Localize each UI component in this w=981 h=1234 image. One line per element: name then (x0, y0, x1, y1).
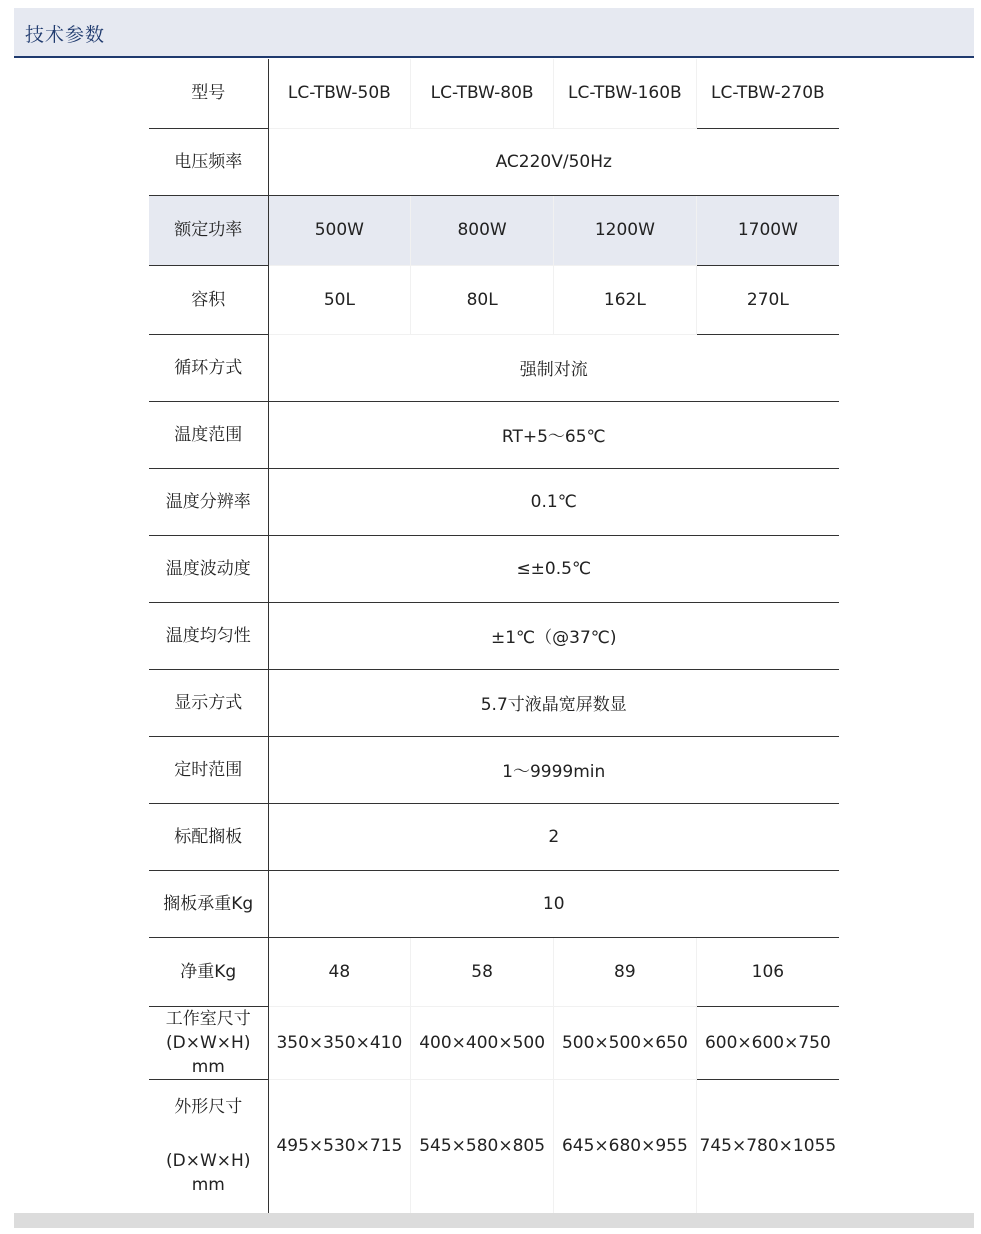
volume-cell: 162L (554, 265, 697, 334)
model-cell: LC-TBW-50B (268, 59, 411, 128)
circulation-value: 强制对流 (268, 334, 839, 401)
shelf-load-value: 10 (268, 870, 839, 937)
volume-cell: 50L (268, 265, 411, 334)
voltage-value: AC220V/50Hz (268, 128, 839, 195)
row-label: 型号 (149, 59, 268, 128)
row-label: 温度波动度 (149, 535, 268, 602)
model-cell: LC-TBW-270B (696, 59, 839, 128)
power-cell: 500W (268, 195, 411, 265)
power-cell: 1200W (554, 195, 697, 265)
table-row-power (149, 195, 839, 265)
row-label: 显示方式 (149, 669, 268, 736)
power-cell: 800W (411, 195, 554, 265)
outer-size-cell: 645×680×955 (554, 1079, 697, 1213)
row-label (149, 1006, 268, 1079)
row-label: 定时范围 (149, 736, 268, 803)
table-row-shelf-load (149, 870, 839, 937)
row-label: 温度均匀性 (149, 602, 268, 669)
model-cell: LC-TBW-160B (554, 59, 697, 128)
table-row-shelves (149, 803, 839, 870)
footer-bar (14, 1213, 974, 1228)
table-row-model (149, 59, 839, 128)
timer-value: 1～9999min (268, 736, 839, 803)
model-cell: LC-TBW-80B (411, 59, 554, 128)
row-label: 标配搁板 (149, 803, 268, 870)
temp-range-value: RT+5～65℃ (268, 401, 839, 468)
chamber-size-cell: 500×500×650 (554, 1006, 697, 1079)
chamber-size-cell: 400×400×500 (411, 1006, 554, 1079)
section-title: 技术参数 (25, 24, 106, 46)
chamber-size-label-line: 工作室尺寸 (165, 1008, 251, 1029)
row-label: 温度分辨率 (149, 468, 268, 535)
temp-fluctuation-value: ≤±0.5℃ (268, 535, 839, 602)
chamber-size-label-line: mm (191, 1056, 225, 1077)
row-label: 额定功率 (149, 195, 268, 265)
outer-size-cell: 545×580×805 (411, 1079, 554, 1213)
chamber-size-cell: 600×600×750 (696, 1006, 839, 1079)
power-cell: 1700W (696, 195, 839, 265)
table-row-net-weight (149, 937, 839, 1006)
net-weight-cell: 58 (411, 937, 554, 1006)
row-label: 循环方式 (149, 334, 268, 401)
table-row-display (149, 669, 839, 736)
table-row-voltage (149, 128, 839, 195)
table-row-circulation (149, 334, 839, 401)
table-row-chamber-size (149, 1006, 839, 1079)
outer-size-label-line: mm (191, 1175, 225, 1195)
volume-cell: 80L (411, 265, 554, 334)
table-row-volume (149, 265, 839, 334)
chamber-size-label-line: (D×W×H) (166, 1032, 251, 1053)
spec-table (149, 59, 839, 1214)
table-row-temp-resolution (149, 468, 839, 535)
net-weight-cell: 89 (554, 937, 697, 1006)
outer-size-label-line: (D×W×H) (166, 1151, 251, 1171)
row-label: 净重Kg (149, 937, 268, 1006)
table-row-temp-uniformity (149, 602, 839, 669)
table-row-temp-range (149, 401, 839, 468)
row-label: 搁板承重Kg (149, 870, 268, 937)
outer-size-label-line: 外形尺寸 (174, 1097, 243, 1117)
temp-resolution-value: 0.1℃ (268, 468, 839, 535)
section-header (14, 8, 974, 58)
table-row-outer-size (149, 1079, 839, 1213)
chamber-size-cell: 350×350×410 (268, 1006, 411, 1079)
row-label: 容积 (149, 265, 268, 334)
shelves-value: 2 (268, 803, 839, 870)
temp-uniformity-value: ±1℃（@37℃) (268, 602, 839, 669)
row-label: 温度范围 (149, 401, 268, 468)
table-row-temp-fluctuation (149, 535, 839, 602)
row-label: 电压频率 (149, 128, 268, 195)
outer-size-cell: 745×780×1055 (696, 1079, 839, 1213)
table-row-timer (149, 736, 839, 803)
row-label (149, 1079, 268, 1213)
display-value: 5.7寸液晶宽屏数显 (268, 669, 839, 736)
outer-size-cell: 495×530×715 (268, 1079, 411, 1213)
volume-cell: 270L (696, 265, 839, 334)
net-weight-cell: 106 (696, 937, 839, 1006)
net-weight-cell: 48 (268, 937, 411, 1006)
